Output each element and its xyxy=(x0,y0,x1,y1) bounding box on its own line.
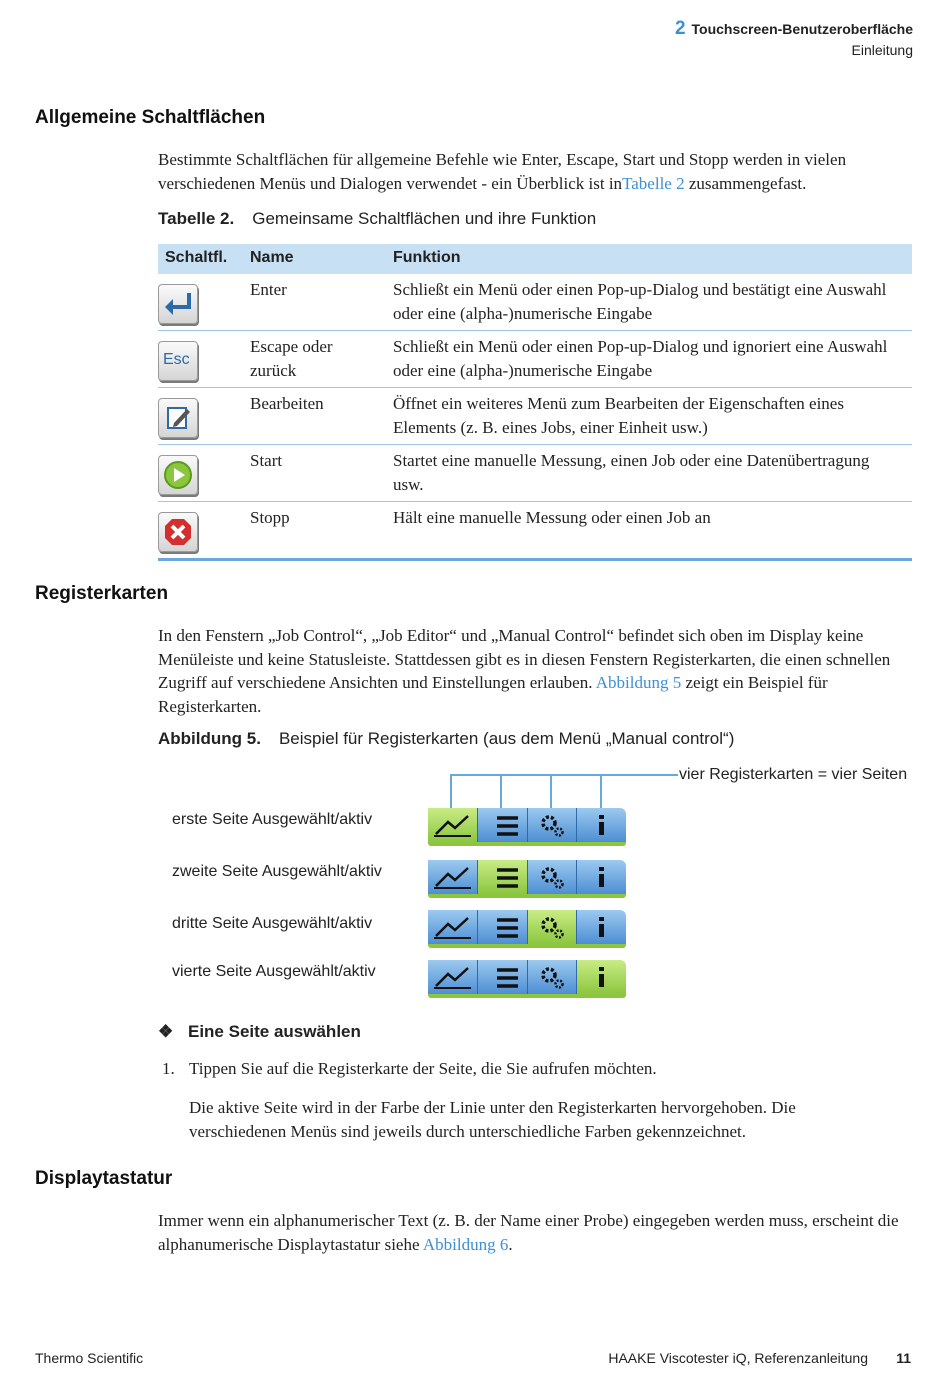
col-header-function: Funktion xyxy=(393,249,461,266)
tabset-label-3: dritte Seite Ausgewählt/aktiv xyxy=(172,915,373,932)
tabset-4 xyxy=(428,960,626,998)
tabset-2 xyxy=(428,860,626,898)
abbildung-5-link[interactable]: Abbildung 5 xyxy=(595,673,682,692)
tab-settings[interactable] xyxy=(528,860,578,894)
stop-x-icon xyxy=(158,512,198,552)
tab-settings[interactable] xyxy=(528,910,578,944)
gears-icon xyxy=(528,808,577,842)
tabset-3 xyxy=(428,910,626,948)
tab-info[interactable] xyxy=(577,808,626,842)
start-play-icon xyxy=(158,455,198,495)
enter-arrow-icon xyxy=(158,284,198,324)
info-icon xyxy=(577,910,626,944)
table-label: Tabelle 2. xyxy=(158,209,235,228)
figure-title: Beispiel für Registerkarten (aus dem Menü „Manual control“) xyxy=(278,729,735,748)
chart-line-icon xyxy=(428,910,477,944)
step-note: Die aktive Seite wird in der Farbe der Linie unter den Registerkarten hervorgehoben. Die verschiedenen Menüs sind jeweils durch unterschiedliche Farben gekennzeichnet. xyxy=(189,1098,796,1141)
table-2-link[interactable]: Tabelle 2 xyxy=(622,173,685,193)
esc-icon: Esc xyxy=(158,341,198,381)
list-numbered-icon xyxy=(478,860,527,894)
row-name: Escape oder zurück xyxy=(250,337,333,380)
row-name: Start xyxy=(250,451,283,470)
row-name: Enter xyxy=(250,280,287,299)
list-numbered-icon xyxy=(478,808,527,842)
table-title: Gemeinsame Schaltflächen und ihre Funktion xyxy=(252,209,597,228)
gears-icon xyxy=(528,960,577,994)
footer-left: Thermo Scientific xyxy=(35,1350,144,1366)
running-header xyxy=(675,18,913,58)
heading-allgemeine-schaltflaechen: Allgemeine Schaltflächen xyxy=(35,107,266,128)
tab-info[interactable] xyxy=(577,860,626,894)
tab-list[interactable] xyxy=(478,808,528,842)
table-row xyxy=(158,502,912,561)
section-name: Einleitung xyxy=(851,42,913,58)
info-icon xyxy=(577,960,626,994)
row-function: Startet eine manuelle Messung, einen Job oder eine Datenübertragung usw. xyxy=(393,451,870,494)
row-function: Öffnet ein weiteres Menü zum Bearbeiten der Eigenschaften eines Elements (z. B. eines Jobs, einer Einheit usw.) xyxy=(393,394,844,437)
figure-label: Abbildung 5. xyxy=(158,729,261,748)
tab-chart[interactable] xyxy=(428,960,478,994)
table-row xyxy=(158,331,912,388)
row-function: Hält eine manuelle Messung oder einen Job an xyxy=(393,508,711,527)
list-numbered-icon xyxy=(478,910,527,944)
tab-list[interactable] xyxy=(478,960,528,994)
info-icon xyxy=(577,808,626,842)
col-header-button: Schaltfl. xyxy=(165,249,228,266)
footer-document-title: HAAKE Viscotester iQ, Referenzanleitung xyxy=(608,1350,868,1366)
col-header-name: Name xyxy=(250,249,294,266)
row-name: Stopp xyxy=(250,508,290,527)
row-function: Schließt ein Menü oder einen Pop-up-Dialog und bestätigt eine Auswahl oder eine (alpha-)numerische Eingabe xyxy=(393,280,887,323)
intro-paragraph: Bestimmte Schaltflächen für allgemeine Befehle wie Enter, Escape, Start und Stopp werden in vielen verschiedenen Menüs und Dialogen verwendet - ein Überblick ist inTabelle 2 zusammengefast. xyxy=(158,150,847,193)
buttons-table xyxy=(158,244,912,561)
procedure-title: Eine Seite auswählen xyxy=(187,1022,361,1041)
tab-settings[interactable] xyxy=(528,808,578,842)
tab-info[interactable] xyxy=(577,960,626,994)
tab-chart[interactable] xyxy=(428,910,478,944)
chart-line-icon xyxy=(428,808,477,842)
table-row xyxy=(158,388,912,445)
chart-line-icon xyxy=(428,860,477,894)
chart-line-icon xyxy=(428,960,477,994)
heading-registerkarten: Registerkarten xyxy=(35,583,169,604)
table-caption xyxy=(158,209,596,229)
tab-list[interactable] xyxy=(478,860,528,894)
tab-info[interactable] xyxy=(577,910,626,944)
gears-icon xyxy=(528,860,577,894)
info-icon xyxy=(577,860,626,894)
table-row xyxy=(158,274,912,331)
keyboard-paragraph: Immer wenn ein alphanumerischer Text (z. B. der Name einer Probe) eingegeben werden muss, erscheint die alphanumerische Displaytastatur siehe Abbildung 6. xyxy=(158,1211,899,1254)
table-header-row xyxy=(158,244,912,274)
edit-pencil-icon xyxy=(158,398,198,438)
chapter-number: 2 xyxy=(674,18,686,39)
tab-chart[interactable] xyxy=(428,860,478,894)
tabset-label-4: vierte Seite Ausgewählt/aktiv xyxy=(172,963,376,980)
tabs-paragraph: In den Fenstern „Job Control“, „Job Editor“ und „Manual Control“ befindet sich oben im Display keine Menüleiste und keine Statusleiste. Stattdessen gibt es in diesen Fenstern Registerkarten, die einen schnellen Zugriff auf verschiedene Ansichten und Einstellungen erlauben. Abbildung 5 zeigt ein Beispiel für Registerkarten. xyxy=(158,626,891,716)
chapter-title: Touchscreen-Benutzeroberfläche xyxy=(691,21,913,37)
tab-settings[interactable] xyxy=(528,960,578,994)
step-number: 1. xyxy=(162,1059,175,1078)
abbildung-6-link[interactable]: Abbildung 6 xyxy=(422,1234,509,1254)
tab-list[interactable] xyxy=(478,910,528,944)
procedure-bullet-icon: ❖ xyxy=(158,1022,174,1041)
step-text: Tippen Sie auf die Registerkarte der Seite, die Sie aufrufen möchten. xyxy=(189,1059,657,1078)
list-numbered-icon xyxy=(478,960,527,994)
tabset-label-2: zweite Seite Ausgewählt/aktiv xyxy=(172,863,382,880)
heading-displaytastatur: Displaytastatur xyxy=(35,1168,173,1189)
table-row xyxy=(158,445,912,502)
figure-caption xyxy=(158,729,734,749)
procedure-heading xyxy=(158,1022,361,1042)
tabset-1 xyxy=(428,808,626,846)
tabset-label-1: erste Seite Ausgewählt/aktiv xyxy=(172,811,373,828)
tab-chart[interactable] xyxy=(428,808,478,842)
row-function: Schließt ein Menü oder einen Pop-up-Dialog und ignoriert eine Auswahl oder eine (alpha-)numerische Eingabe xyxy=(393,337,888,380)
row-name: Bearbeiten xyxy=(250,394,324,413)
page-number: 11 xyxy=(896,1350,911,1366)
callout-text: vier Registerkarten = vier Seiten xyxy=(679,766,908,783)
gears-icon xyxy=(528,910,577,944)
